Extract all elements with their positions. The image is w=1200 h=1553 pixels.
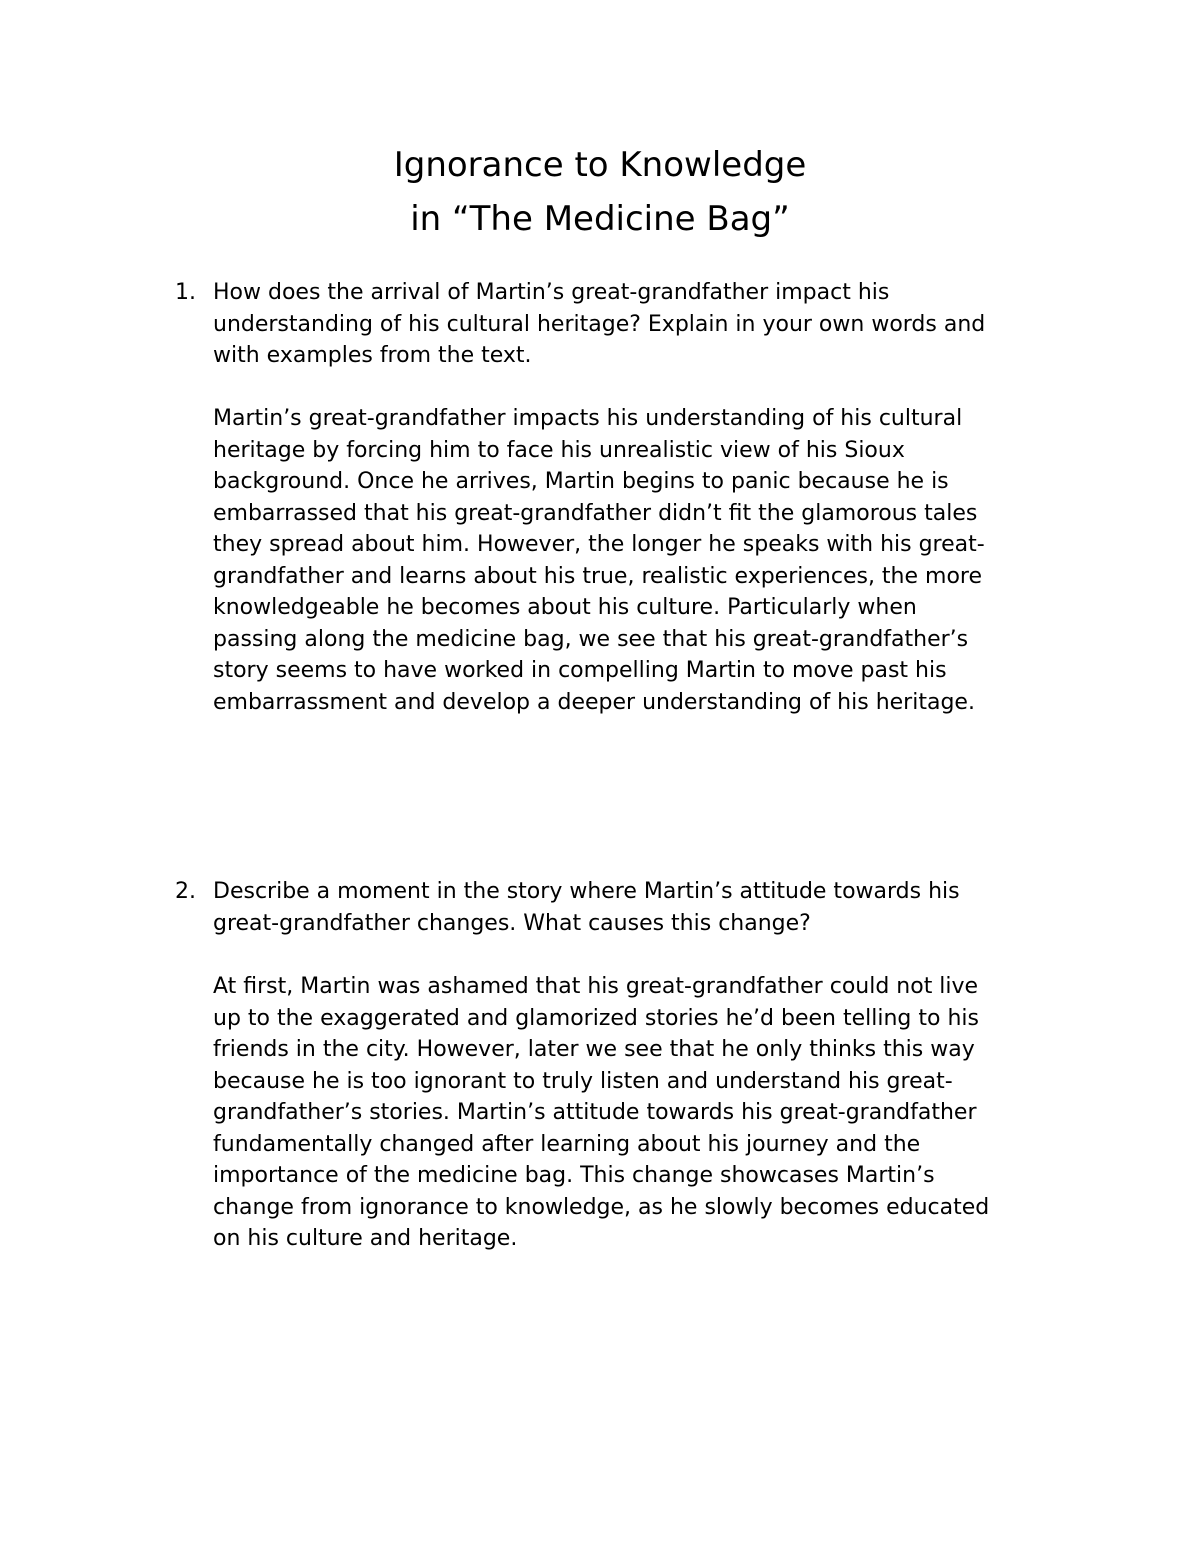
answer-1 xyxy=(213,403,1093,718)
question-number: 2. xyxy=(175,879,196,904)
answer-line: At first, Martin was ashamed that his great-grandfather could not live xyxy=(213,974,979,999)
answer-line: Martin’s great-grandfather impacts his understanding of his cultural xyxy=(213,406,963,431)
answer-line: passing along the medicine bag, we see that his great-grandfather’s xyxy=(213,626,969,652)
answer-line: background. Once he arrives, Martin begins to panic because he is xyxy=(213,469,949,494)
title-line-1: Ignorance to Knowledge xyxy=(393,145,807,185)
prompt-line: with examples from the text. xyxy=(213,343,532,368)
question-number: 1. xyxy=(175,280,196,305)
answer-line: grandfather and learns about his true, realistic experiences, the more xyxy=(213,563,983,589)
prompt-line: How does the arrival of Martin’s great-grandfather impact his xyxy=(213,280,890,305)
answer-line: story seems to have worked in compelling Martin to move past his xyxy=(213,658,947,683)
answer-2 xyxy=(213,971,1093,1255)
prompt-line: great-grandfather changes. What causes this change? xyxy=(213,910,811,936)
question-prompt xyxy=(213,277,1073,372)
answer-line: they spread about him. However, the longer he speaks with his great- xyxy=(213,532,985,557)
answer-line: embarrassed that his great-grandfather didn’t fit the glamorous tales xyxy=(213,500,978,526)
answer-line: importance of the medicine bag. This change showcases Martin’s xyxy=(213,1163,935,1188)
answer-line: heritage by forcing him to face his unrealistic view of his Sioux xyxy=(213,437,905,463)
answer-line: knowledgeable he becomes about his culture. Particularly when xyxy=(213,595,917,620)
answer-line: friends in the city. However, later we see that he only thinks this way xyxy=(213,1037,975,1062)
question-prompt xyxy=(213,876,1073,939)
prompt-line: understanding of his cultural heritage? Explain in your own words and xyxy=(213,311,986,337)
title-line-2: in “The Medicine Bag” xyxy=(410,199,790,239)
answer-line: embarrassment and develop a deeper understanding of his heritage. xyxy=(213,689,975,715)
answer-line: because he is too ignorant to truly listen and understand his great- xyxy=(213,1068,953,1094)
page-title xyxy=(0,138,1200,246)
answer-line: fundamentally changed after learning about his journey and the xyxy=(213,1131,921,1157)
answer-line: up to the exaggerated and glamorized stories he’d been telling to his xyxy=(213,1005,979,1031)
answer-line: on his culture and heritage. xyxy=(213,1226,518,1251)
prompt-line: Describe a moment in the story where Martin’s attitude towards his xyxy=(213,879,960,904)
answer-line: change from ignorance to knowledge, as he slowly becomes educated xyxy=(213,1194,990,1220)
answer-line: grandfather’s stories. Martin’s attitude towards his great-grandfather xyxy=(213,1100,977,1125)
